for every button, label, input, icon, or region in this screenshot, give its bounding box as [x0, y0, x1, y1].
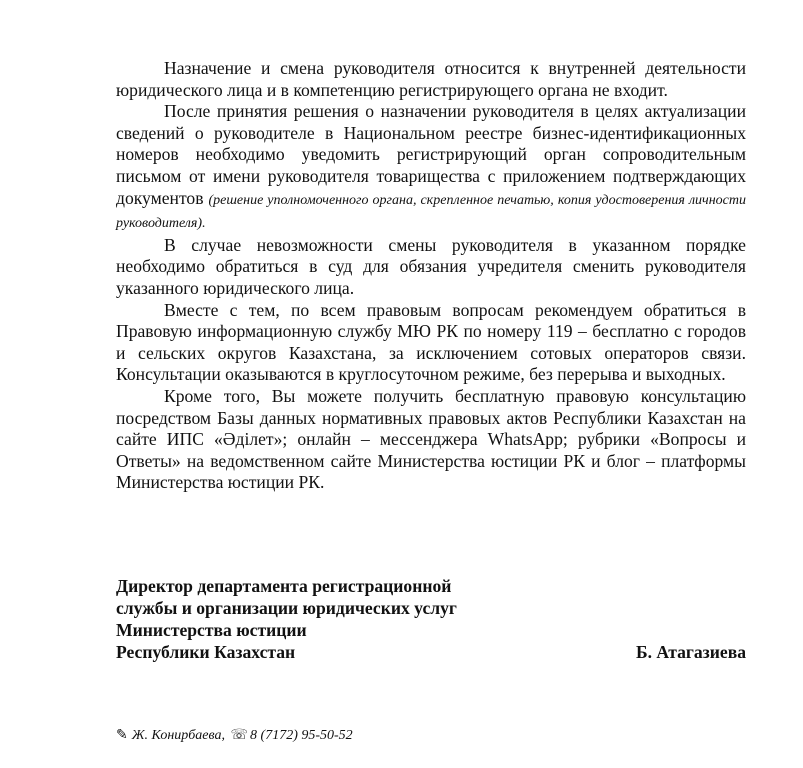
signatory-name: Б. Атагазиева	[635, 642, 746, 662]
signatory-position-line-2: службы и организации юридических услуг	[116, 598, 457, 618]
executor-phone: 8 (7172) 95-50-52	[250, 728, 353, 743]
executor-footer	[116, 727, 353, 745]
paragraph-5-text: Кроме того, Вы можете получить бесплатную правовую консультацию посредством Базы данных нормативных правовых актов Республики Казахстан на сайте ИПС «Әділет»; онлайн – мессенджера WhatsApp; рубрики «Вопросы и Ответы» на ведомственном сайте Министерства юстиции РК и блог – платформы Министерства юстиции РК.	[116, 385, 746, 493]
paragraph-2-text: После принятия решения о назначении руководителя в целях актуализации сведений о руководителе в Национальном реестре бизнес-идентификационных номеров необходимо уведомить регистрирующий орган сопроводительным письмом от имени руководителя товарищества с приложением подтверждающих документов	[116, 101, 746, 208]
paragraph-1-text: Назначение и смена руководителя относится к внутренней деятельности юридического лица и в компетенцию регистрирующего органа не входит.	[116, 58, 746, 100]
executor-name: Ж. Конирбаева,	[131, 728, 226, 743]
phone-icon: ☏	[230, 728, 249, 743]
paragraph-4-text: Вместе с тем, по всем правовым вопросам рекомендуем обратиться в Правовую информационную службу МЮ РК по номеру 119 – бесплатно с городов и сельских округов Казахстана, за исключением сотовых операторов связи. Консультации оказываются в круглосуточном режиме, без перерыва и выходных.	[116, 299, 746, 385]
signatory-position-line-3: Министерства юстиции	[116, 620, 307, 640]
paragraph-2-aside: (решение уполномоченного органа, скрепленное печатью, копия удостоверения личности руководителя).	[116, 192, 746, 232]
signature-block	[116, 575, 746, 663]
letter-body	[116, 58, 746, 494]
signatory-position-line-4: Республики Казахстан	[116, 642, 296, 662]
paragraph-3-text: В случае невозможности смены руководителя в указанном порядке необходимо обратиться в суд для обязания учредителя сменить руководителя указанного юридического лица.	[116, 234, 746, 298]
paragraph-1	[116, 58, 746, 101]
pen-icon: ✎	[116, 728, 128, 743]
paragraph-5	[116, 386, 746, 494]
paragraph-4	[116, 300, 746, 386]
signature-row	[116, 641, 746, 663]
paragraph-2	[116, 101, 746, 235]
signatory-position-line-1: Директор департамента регистрационной	[116, 576, 452, 596]
paragraph-3	[116, 235, 746, 300]
